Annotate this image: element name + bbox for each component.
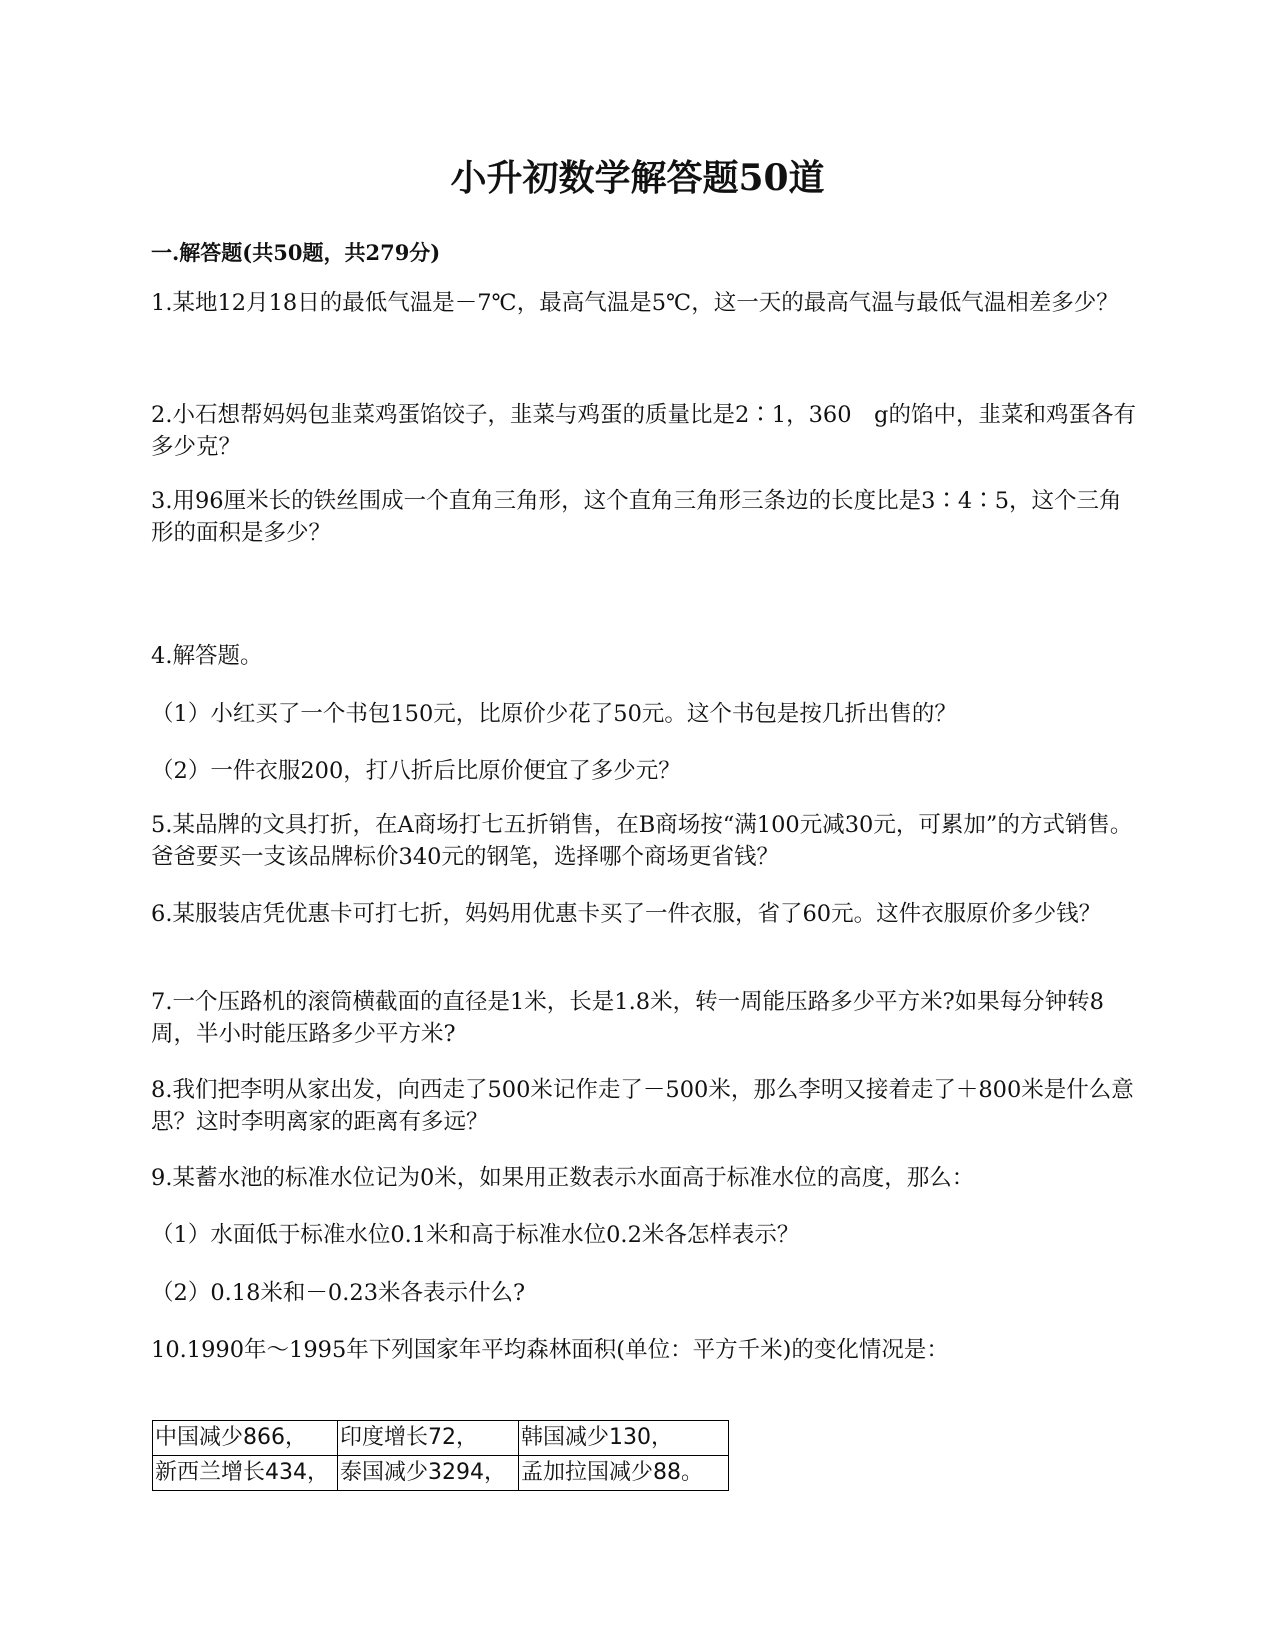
table-cell: 孟加拉国减少88。 — [519, 1456, 729, 1491]
question-9-part-2: （2）0.18米和－0.23米各表示什么? — [151, 1280, 526, 1306]
table-cell: 中国减少866， — [153, 1421, 338, 1456]
question-5: 5.某品牌的文具打折，在A商场打七五折销售，在B商场按“满100元减30元，可累加”的方式销售。爸爸要买一支该品牌标价340元的钢笔，选择哪个商场更省钱？ — [151, 812, 1133, 870]
question-4-part-1: （1）小红买了一个书包150元，比原价少花了50元。这个书包是按几折出售的？ — [151, 701, 957, 727]
question-4-part-2: （2）一件衣服200，打八折后比原价便宜了多少元？ — [151, 758, 681, 784]
table-row — [153, 1456, 729, 1491]
forest-area-table — [152, 1420, 729, 1491]
question-6: 6.某服装店凭优惠卡可打七折，妈妈用优惠卡买了一件衣服，省了60元。这件衣服原价多少钱？ — [151, 901, 1102, 927]
question-9-part-1: （1）水面低于标准水位0.1米和高于标准水位0.2米各怎样表示？ — [151, 1222, 800, 1248]
question-10: 10.1990年～1995年下列国家年平均森林面积(单位：平方千米)的变化情况是： — [151, 1337, 949, 1363]
question-2: 2.小石想帮妈妈包韭菜鸡蛋馅饺子，韭菜与鸡蛋的质量比是2∶1，360 g的馅中，韭菜和鸡蛋各有多少克？ — [151, 402, 1136, 460]
question-3: 3.用96厘米长的铁丝围成一个直角三角形，这个直角三角形三条边的长度比是3∶4∶5，这个三角形的面积是多少？ — [151, 488, 1122, 546]
question-8: 8.我们把李明从家出发，向西走了500米记作走了－500米，那么李明又接着走了＋800米是什么意思？这时李明离家的距离有多远？ — [151, 1077, 1134, 1135]
table-cell: 印度增长72， — [338, 1421, 519, 1456]
question-1: 1.某地12月18日的最低气温是－7℃，最高气温是5℃，这一天的最高气温与最低气温相差多少？ — [151, 290, 1119, 316]
table-cell: 韩国减少130， — [519, 1421, 729, 1456]
section-heading: 一.解答题(共50题，共279分) — [151, 240, 441, 265]
question-4: 4.解答题。 — [151, 643, 263, 669]
question-7: 7.一个压路机的滚筒横截面的直径是1米，长是1.8米，转一周能压路多少平方米?如果每分钟转8周，半小时能压路多少平方米? — [151, 989, 1104, 1047]
page-title: 小升初数学解答题50道 — [450, 157, 825, 199]
table-cell: 新西兰增长434， — [153, 1456, 338, 1491]
question-9: 9.某蓄水池的标准水位记为0米，如果用正数表示水面高于标准水位的高度，那么： — [151, 1165, 975, 1191]
table-cell: 泰国减少3294， — [338, 1456, 519, 1491]
table-row — [153, 1421, 729, 1456]
